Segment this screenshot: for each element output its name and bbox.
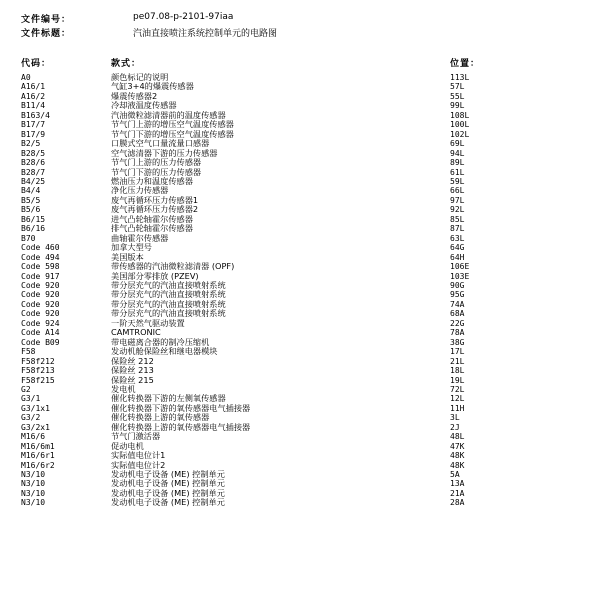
table-row — [0, 158, 602, 167]
table-row — [0, 357, 602, 366]
component-description: 发动机电子设备 (ME) 控制单元 — [111, 487, 225, 498]
component-description: 发动机电子设备 (ME) 控制单元 — [111, 469, 225, 480]
component-code: Code 598 — [21, 262, 60, 272]
component-code: M16/6m1 — [21, 441, 55, 451]
component-code: Code B09 — [21, 337, 60, 347]
component-position: 19L — [450, 375, 465, 385]
component-code: B17/9 — [21, 129, 46, 139]
table-row — [0, 281, 602, 290]
component-code: M16/6 — [21, 432, 46, 442]
table-row — [0, 413, 602, 422]
component-code: Code 494 — [21, 252, 60, 262]
table-row — [0, 215, 602, 224]
table-row — [0, 272, 602, 281]
component-description: 保险丝 215 — [111, 374, 154, 385]
component-position: 66L — [450, 186, 465, 196]
component-description: 节气门上游的增压空气温度传感器 — [111, 119, 234, 130]
component-description: 节气门下游的增压空气温度传感器 — [111, 128, 234, 139]
component-description: 发动机舱保险丝和继电器模块 — [111, 346, 218, 357]
table-row — [0, 205, 602, 214]
component-position: 92L — [450, 205, 465, 215]
table-row — [0, 234, 602, 243]
table-row — [0, 404, 602, 413]
table-row — [0, 101, 602, 110]
component-code: B28/7 — [21, 167, 46, 177]
component-code: Code 920 — [21, 299, 60, 309]
component-description: 带传感器的汽油微粒滤清器 (OPF) — [111, 261, 235, 272]
component-description: 口膜式空气口量流量口感器 — [111, 138, 210, 149]
component-description: 废气再循环压力传感器1 — [111, 194, 199, 205]
component-position: 69L — [450, 139, 465, 149]
component-code: Code 924 — [21, 318, 60, 328]
component-description: 汽油微粒滤清器前的温度传感器 — [111, 109, 226, 120]
component-table — [0, 73, 602, 508]
component-code: F58f212 — [21, 356, 55, 366]
component-position: 100L — [450, 120, 470, 130]
table-row — [0, 319, 602, 328]
table-row — [0, 451, 602, 460]
component-position: 59L — [450, 176, 465, 186]
table-row — [0, 309, 602, 318]
component-code: Code 917 — [21, 271, 60, 281]
component-position: 47K — [450, 441, 465, 451]
component-position: 89L — [450, 158, 465, 168]
component-description: 保险丝 213 — [111, 365, 154, 376]
column-header-code: 代码： — [21, 59, 52, 69]
table-row — [0, 253, 602, 262]
table-row — [0, 92, 602, 101]
component-description: 实际值电位计2 — [111, 459, 166, 470]
component-position: 113L — [450, 73, 470, 82]
component-position: 103E — [450, 271, 470, 281]
file-title-label: 文件标题： — [21, 29, 72, 39]
component-position: 57L — [450, 82, 465, 92]
component-code: F58 — [21, 347, 36, 357]
component-description: 加拿大型号 — [111, 242, 152, 253]
table-row — [0, 461, 602, 470]
component-code: N3/10 — [21, 498, 46, 508]
table-row — [0, 130, 602, 139]
table-row — [0, 479, 602, 488]
component-description: 节气门下游的压力传感器 — [111, 166, 202, 177]
component-code: G3/2 — [21, 413, 41, 423]
component-position: 97L — [450, 195, 465, 205]
table-row — [0, 186, 602, 195]
component-description: 带电磁离合器的制冷压缩机 — [111, 336, 210, 347]
file-number-label: 文件编号： — [21, 15, 72, 25]
component-code: Code 920 — [21, 290, 60, 300]
component-description: 催化转换器下游的氧传感器电气插接器 — [111, 402, 251, 413]
component-position: 48K — [450, 460, 465, 470]
component-position: 68A — [450, 309, 465, 319]
component-code: B70 — [21, 233, 36, 243]
component-code: M16/6r1 — [21, 451, 55, 461]
component-code: N3/10 — [21, 488, 46, 498]
component-position: 63L — [450, 233, 465, 243]
component-position: 99L — [450, 101, 465, 111]
component-position: 64H — [450, 252, 465, 262]
component-description: 节气门上游的压力传感器 — [111, 157, 202, 168]
table-row — [0, 168, 602, 177]
table-row — [0, 82, 602, 91]
component-position: 61L — [450, 167, 465, 177]
component-code: A16/2 — [21, 91, 46, 101]
component-code: B2/5 — [21, 139, 41, 149]
component-position: 12L — [450, 394, 465, 404]
component-code: Code 460 — [21, 243, 60, 253]
component-description: 节气门激活器 — [111, 431, 161, 442]
component-code: B6/15 — [21, 214, 46, 224]
component-position: 48L — [450, 432, 465, 442]
component-code: B5/6 — [21, 205, 41, 215]
component-description: 颜色标记的说明 — [111, 72, 169, 82]
column-header-description: 款式： — [111, 59, 142, 69]
component-code: M16/6r2 — [21, 460, 55, 470]
component-description: 发动机电子设备 (ME) 控制单元 — [111, 497, 225, 508]
component-position: 3L — [450, 413, 460, 423]
component-code: G3/1 — [21, 394, 41, 404]
component-description: 发动机电子设备 (ME) 控制单元 — [111, 478, 225, 489]
component-code: B6/16 — [21, 224, 46, 234]
component-description: 催化转换器上游的氧传感器电气插接器 — [111, 421, 251, 432]
table-row — [0, 177, 602, 186]
table-row — [0, 347, 602, 356]
component-position: 102L — [450, 129, 470, 139]
component-position: 22G — [450, 318, 465, 328]
component-position: 5A — [450, 470, 460, 480]
component-position: 2J — [450, 422, 460, 432]
component-position: 18L — [450, 366, 465, 376]
component-description: CAMTRONIC — [111, 327, 161, 338]
component-code: Code 920 — [21, 280, 60, 290]
table-row — [0, 139, 602, 148]
component-description: 实际值电位计1 — [111, 450, 166, 461]
table-row — [0, 470, 602, 479]
component-description: 气缸3+4的爆震传感器 — [111, 81, 194, 92]
component-code: B4/25 — [21, 176, 46, 186]
table-row — [0, 224, 602, 233]
component-description: 带分层充气的汽油直接喷射系统 — [111, 298, 226, 309]
component-description: 曲轴霍尔传感器 — [111, 232, 169, 243]
component-code: Code A14 — [21, 328, 60, 338]
component-position: 106E — [450, 262, 470, 272]
table-row — [0, 262, 602, 271]
table-row — [0, 442, 602, 451]
component-position: 72L — [450, 384, 465, 394]
component-code: B5/5 — [21, 195, 41, 205]
component-description: 冷却液温度传感器 — [111, 100, 177, 111]
component-position: 90G — [450, 280, 465, 290]
file-title-value: 汽油直接喷注系统控制单元的电路图 — [133, 29, 278, 39]
table-row — [0, 338, 602, 347]
component-position: 38G — [450, 337, 465, 347]
component-position: 64G — [450, 243, 465, 253]
component-code: B28/6 — [21, 158, 46, 168]
table-row — [0, 423, 602, 432]
component-position: 108L — [450, 110, 470, 120]
table-row — [0, 328, 602, 337]
component-code: B11/4 — [21, 101, 46, 111]
component-code: F58f213 — [21, 366, 55, 376]
table-row — [0, 498, 602, 507]
component-position: 55L — [450, 91, 465, 101]
component-code: G3/2x1 — [21, 422, 50, 432]
component-code: B4/4 — [21, 186, 41, 196]
file-number-value: pe07.08-p-2101-97iaa — [133, 12, 234, 22]
component-description: 净化压力传感器 — [111, 185, 169, 196]
table-row — [0, 394, 602, 403]
component-code: A0 — [21, 73, 31, 82]
component-description: 带分层充气的汽油直接喷射系统 — [111, 308, 226, 319]
component-code: N3/10 — [21, 479, 46, 489]
component-description: 发电机 — [111, 383, 136, 394]
component-code: G3/1x1 — [21, 403, 50, 413]
table-row — [0, 489, 602, 498]
component-description: 空气滤清器下游的压力传感器 — [111, 147, 218, 158]
component-code: B17/7 — [21, 120, 46, 130]
component-description: 促动电机 — [111, 440, 144, 451]
component-description: 燃油压力和温度传感器 — [111, 175, 193, 186]
component-code: B163/4 — [21, 110, 50, 120]
component-position: 13A — [450, 479, 465, 489]
table-row — [0, 290, 602, 299]
table-row — [0, 376, 602, 385]
table-row — [0, 111, 602, 120]
component-position: 78A — [450, 328, 465, 338]
component-description: 催化转换器下游的左侧氧传感器 — [111, 393, 226, 404]
component-description: 一阶天然气驱动装置 — [111, 317, 185, 328]
component-code: N3/10 — [21, 470, 46, 480]
component-description: 排气凸轮轴霍尔传感器 — [111, 223, 193, 234]
component-description: 进气凸轮轴霍尔传感器 — [111, 213, 193, 224]
table-row — [0, 385, 602, 394]
component-position: 11H — [450, 403, 465, 413]
component-description: 带分层充气的汽油直接喷射系统 — [111, 279, 226, 290]
table-row — [0, 196, 602, 205]
component-description: 爆震传感器2 — [111, 90, 158, 101]
component-description: 带分层充气的汽油直接喷射系统 — [111, 289, 226, 300]
component-description: 保险丝 212 — [111, 355, 154, 366]
component-code: B28/5 — [21, 148, 46, 158]
component-code: A16/1 — [21, 82, 46, 92]
component-description: 美国部分零排放 (PZEV) — [111, 270, 199, 281]
component-description: 催化转换器上游的氧传感器 — [111, 412, 210, 423]
component-position: 95G — [450, 290, 465, 300]
component-position: 94L — [450, 148, 465, 158]
component-position: 87L — [450, 224, 465, 234]
component-code: F58f215 — [21, 375, 55, 385]
table-row — [0, 366, 602, 375]
table-row — [0, 300, 602, 309]
component-position: 48K — [450, 451, 465, 461]
component-description: 美国版本 — [111, 251, 144, 262]
table-row — [0, 432, 602, 441]
component-position: 28A — [450, 498, 465, 508]
table-row — [0, 73, 602, 82]
table-row — [0, 149, 602, 158]
component-position: 17L — [450, 347, 465, 357]
component-description: 废气再循环压力传感器2 — [111, 204, 199, 215]
component-position: 85L — [450, 214, 465, 224]
component-position: 74A — [450, 299, 465, 309]
table-row — [0, 120, 602, 129]
component-position: 21L — [450, 356, 465, 366]
column-header-position: 位置： — [450, 59, 481, 69]
component-code: G2 — [21, 384, 31, 394]
component-position: 21A — [450, 488, 465, 498]
component-code: Code 920 — [21, 309, 60, 319]
table-row — [0, 243, 602, 252]
